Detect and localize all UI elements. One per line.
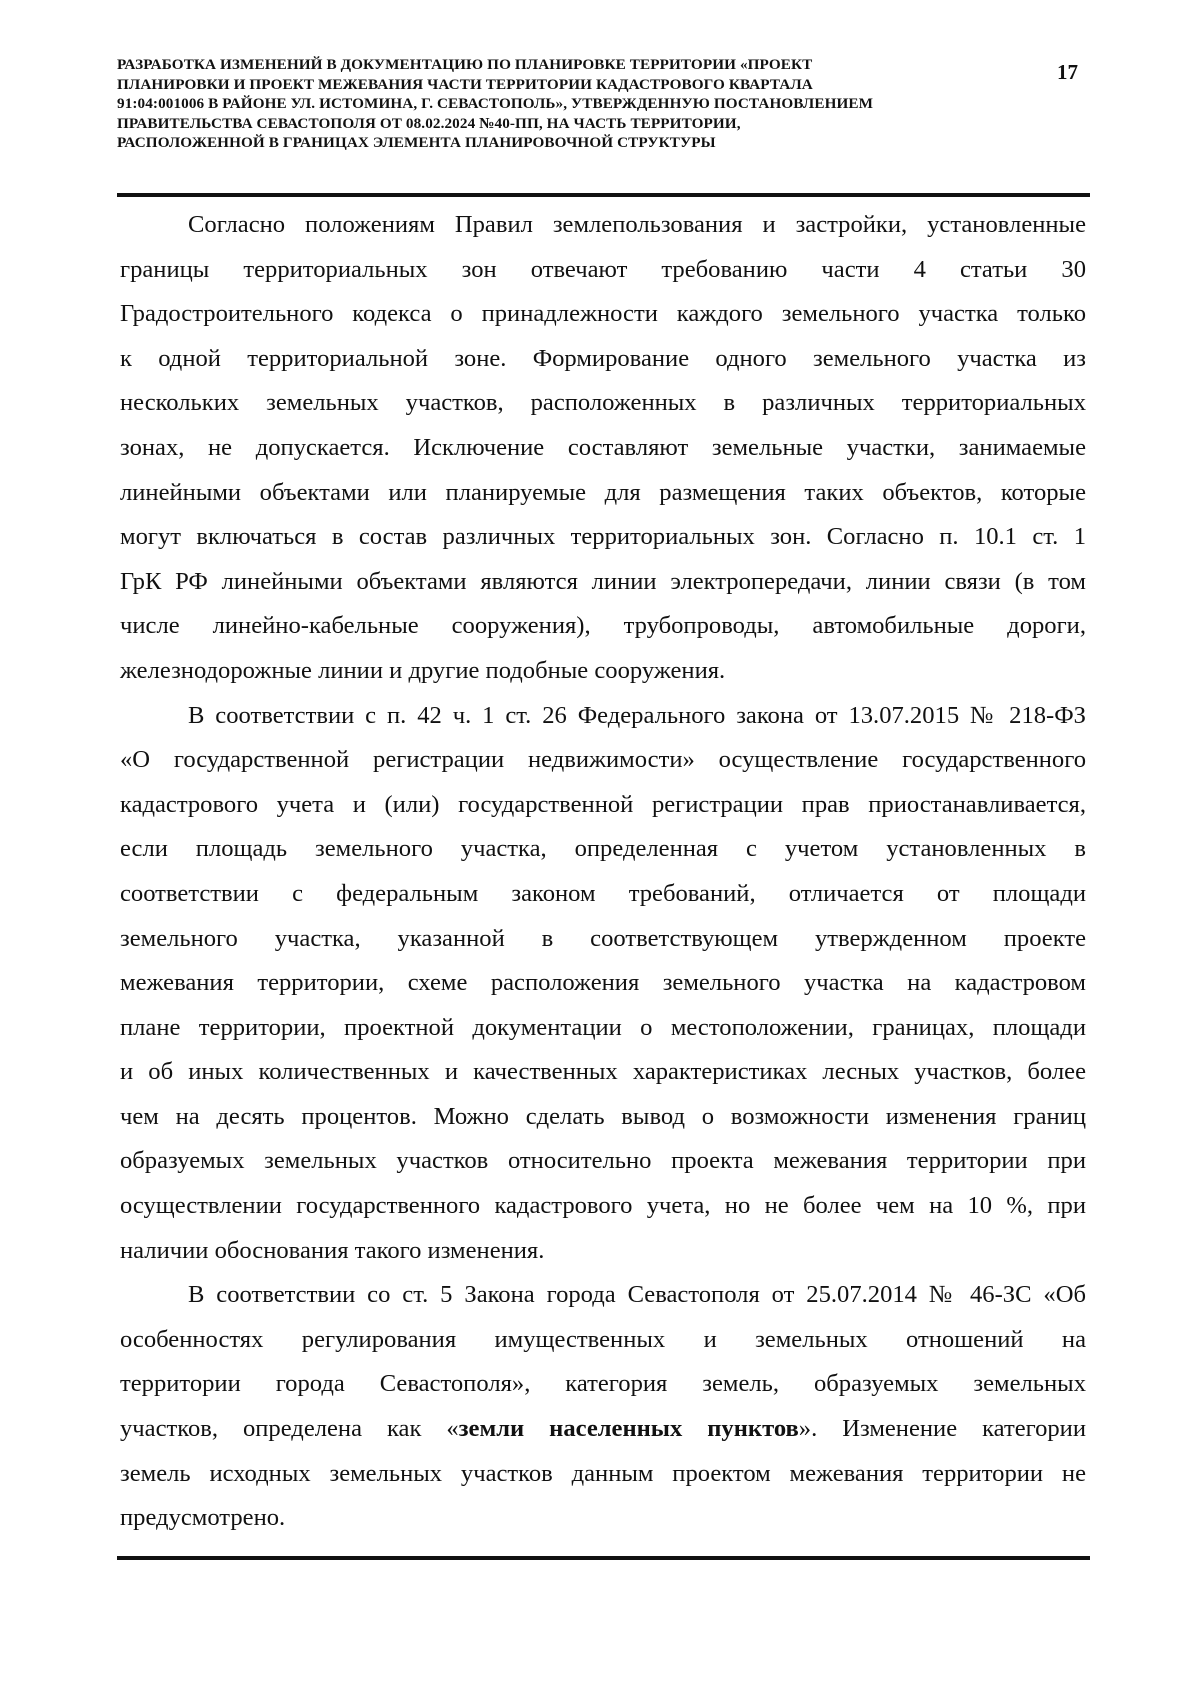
text-line: числе линейно-кабельные сооружения), трубопроводы, автомобильные дороги,	[120, 612, 1086, 640]
text-line: В соответствии с п. 42 ч. 1 ст. 26 Федерального закона от 13.07.2015 № 218-ФЗ	[188, 701, 1086, 729]
text-line: плане территории, проектной документации о местоположении, границах, площади	[120, 1013, 1086, 1041]
text-line: границы территориальных зон отвечают требованию части 4 статьи 30	[120, 255, 1086, 283]
document-header	[117, 55, 1027, 153]
text-line: особенностях регулирования имущественных и земельных отношений на	[120, 1325, 1086, 1353]
text-line: земельного участка, указанной в соответствующем утвержденном проекте	[120, 924, 1086, 952]
body-text	[120, 203, 1086, 1541]
header-line: РАСПОЛОЖЕННОЙ В ГРАНИЦАХ ЭЛЕМЕНТА ПЛАНИРОВОЧНОЙ СТРУКТУРЫ	[117, 134, 716, 151]
text-line: зонах, не допускается. Исключение составляют земельные участки, занимаемые	[120, 433, 1086, 461]
header-line: ПЛАНИРОВКИ И ПРОЕКТ МЕЖЕВАНИЯ ЧАСТИ ТЕРРИТОРИИ КАДАСТРОВОГО КВАРТАЛА	[117, 75, 813, 93]
text-line: «О государственной регистрации недвижимости» осуществление государственного	[120, 746, 1086, 774]
footer-divider	[117, 1556, 1090, 1560]
text-line: могут включаться в состав различных территориальных зон. Согласно п. 10.1 ст. 1	[120, 523, 1086, 551]
text-line: железнодорожные линии и другие подобные сооружения.	[120, 656, 726, 684]
text-segment: участков, определена как «	[120, 1415, 459, 1443]
text-line: чем на десять процентов. Можно сделать вывод о возможности изменения границ	[120, 1102, 1086, 1130]
text-line: нескольких земельных участков, расположенных в различных территориальных	[120, 389, 1086, 417]
text-line: ГрК РФ линейными объектами являются линии электропередачи, линии связи (в том	[120, 567, 1086, 595]
text-line: земель исходных земельных участков данным проектом межевания территории не	[120, 1459, 1086, 1487]
text-line: территории города Севастополя», категория земель, образуемых земельных	[120, 1370, 1086, 1398]
page-number: 17	[1057, 60, 1078, 84]
text-line: Согласно положениям Правил землепользования и застройки, установленные	[188, 211, 1086, 238]
text-segment: ». Изменение категории	[798, 1415, 1086, 1443]
header-divider	[117, 193, 1090, 197]
land-category-emphasis: земли населенных пунктов	[458, 1415, 799, 1443]
text-line: если площадь земельного участка, определенная с учетом установленных в	[120, 835, 1086, 863]
header-line: 91:04:001006 В РАЙОНЕ УЛ. ИСТОМИНА, Г. СЕВАСТОПОЛЬ», УТВЕРЖДЕННУЮ ПОСТАНОВЛЕНИЕМ	[117, 95, 874, 112]
text-line: образуемых земельных участков относительно проекта межевания территории при	[120, 1147, 1086, 1175]
text-line: к одной территориальной зоне. Формирование одного земельного участка из	[120, 344, 1086, 372]
text-line: линейными объектами или планируемые для размещения таких объектов, которые	[120, 478, 1086, 506]
paragraph-3	[120, 1273, 1086, 1541]
text-line: межевания территории, схеме расположения земельного участка на кадастровом	[120, 969, 1086, 997]
header-line: РАЗРАБОТКА ИЗМЕНЕНИЙ В ДОКУМЕНТАЦИЮ ПО ПЛАНИРОВКЕ ТЕРРИТОРИИ «ПРОЕКТ	[117, 56, 813, 73]
text-line	[120, 1407, 1086, 1452]
text-line: В соответствии со ст. 5 Закона города Севастополя от 25.07.2014 № 46-ЗС «Об	[188, 1281, 1086, 1309]
paragraph-1	[120, 203, 1086, 694]
text-line: наличии обоснования такого изменения.	[120, 1236, 545, 1264]
text-line: соответствии с федеральным законом требований, отличается от площади	[120, 879, 1086, 907]
text-line: и об иных количественных и качественных характеристиках лесных участков, более	[120, 1058, 1086, 1086]
header-line: ПРАВИТЕЛЬСТВА СЕВАСТОПОЛЯ ОТ 08.02.2024 №40-ПП, НА ЧАСТЬ ТЕРРИТОРИИ,	[117, 114, 741, 132]
text-line: предусмотрено.	[120, 1504, 286, 1532]
text-line: кадастрового учета и (или) государственной регистрации прав приостанавливается,	[120, 790, 1086, 818]
text-line: осуществлении государственного кадастрового учета, но не более чем на 10 %, при	[120, 1192, 1086, 1220]
text-line: Градостроительного кодекса о принадлежности каждого земельного участка только	[120, 300, 1086, 328]
paragraph-2	[120, 694, 1086, 1274]
